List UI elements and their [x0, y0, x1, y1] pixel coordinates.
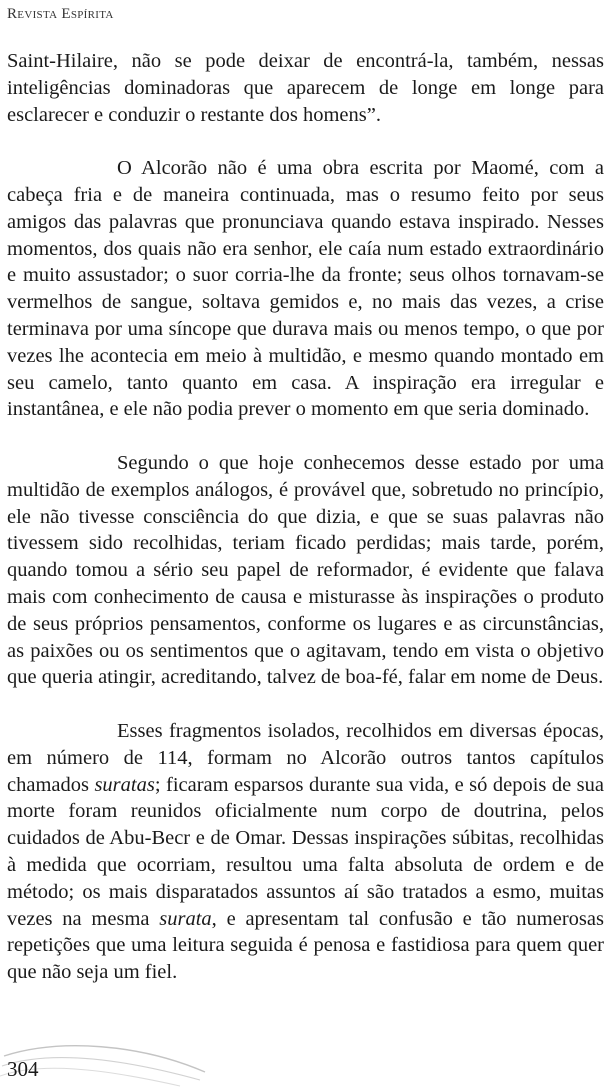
paragraph-1-text: Saint-Hilaire, não se pode deixar de encontrá-la, também, nessas inteligências dominadoras que aparecem de longe em longe para esclarecer e conduzir o restante dos homens”.: [7, 50, 604, 126]
paragraph-4-text-b: ; ficaram esparsos durante sua vida, e só depois de sua morte foram reunidos oficialmente num corpo de doutrina, pelos cuidados de Abu-Becr e de Omar. Dessas inspirações súbitas, recolhidas à medida que ocorriam, resultou uma falta absoluta de ordem e de método; os mais disparatados assuntos aí são tratados a esmo, muitas vezes na mesma: [7, 773, 604, 930]
paragraph-2: [7, 155, 604, 423]
paragraph-4-italic-suratas: suratas: [94, 773, 155, 796]
paragraph-1: [7, 48, 604, 128]
paragraph-4-text-c: , e apresentam tal confusão e tão numerosas repetições que uma leitura seguida é penosa e fastidiosa para quem quer que não seja um fiel.: [7, 907, 604, 984]
page-body: [7, 48, 604, 1013]
paragraph-3-text: Segundo o que hoje conhecemos desse estado por uma multidão de exemplos análogos, é provável que, sobretudo no princípio, ele não tivesse consciência do que dizia, e que se suas palavras não tivessem sido recolhidas, teriam ficado perdidas; mais tarde, porém, quando tomou a sério seu papel de reformador, é evidente que falava mais com conhecimento de causa e misturasse às inspirações o produto de seus próprios pensamentos, conforme os lugares e as circunstâncias, as paixões ou os sentimentos que o agitavam, tendo em vista o objetivo que queria atingir, acreditando, talvez de boa-fé, falar em nome de Deus.: [7, 451, 604, 689]
paragraph-2-text: O Alcorão não é uma obra escrita por Maomé, com a cabeça fria e de maneira continuada, mas o resumo feito por seus amigos das palavras que pronunciava quando estava inspirado. Nesses momentos, dos quais não era senhor, ele caía num estado extraordinário e muito assustador; o suor corria-lhe da fronte; seus olhos tornavam-se vermelhos de sangue, soltava gemidos e, no mais das vezes, a crise terminava por uma síncope que durava mais ou menos tempo, o que por vezes lhe acontecia em meio à multidão, e mesmo quando montado em seu camelo, tanto quanto em casa. A inspiração era irregular e instantânea, e ele não podia prever o momento em que seria dominado.: [7, 157, 604, 421]
paragraph-4: [7, 718, 604, 986]
paragraph-4-text-a: Esses fragmentos isolados, recolhidos em diversas épocas, em número de 114, formam no Alcorão outros tantos capítulos chamados: [7, 719, 604, 796]
paragraph-4-italic-surata: surata: [159, 907, 212, 930]
running-header: Revista Espírita: [7, 6, 114, 22]
paragraph-3: [7, 450, 604, 691]
page-number: 304: [7, 1057, 39, 1081]
